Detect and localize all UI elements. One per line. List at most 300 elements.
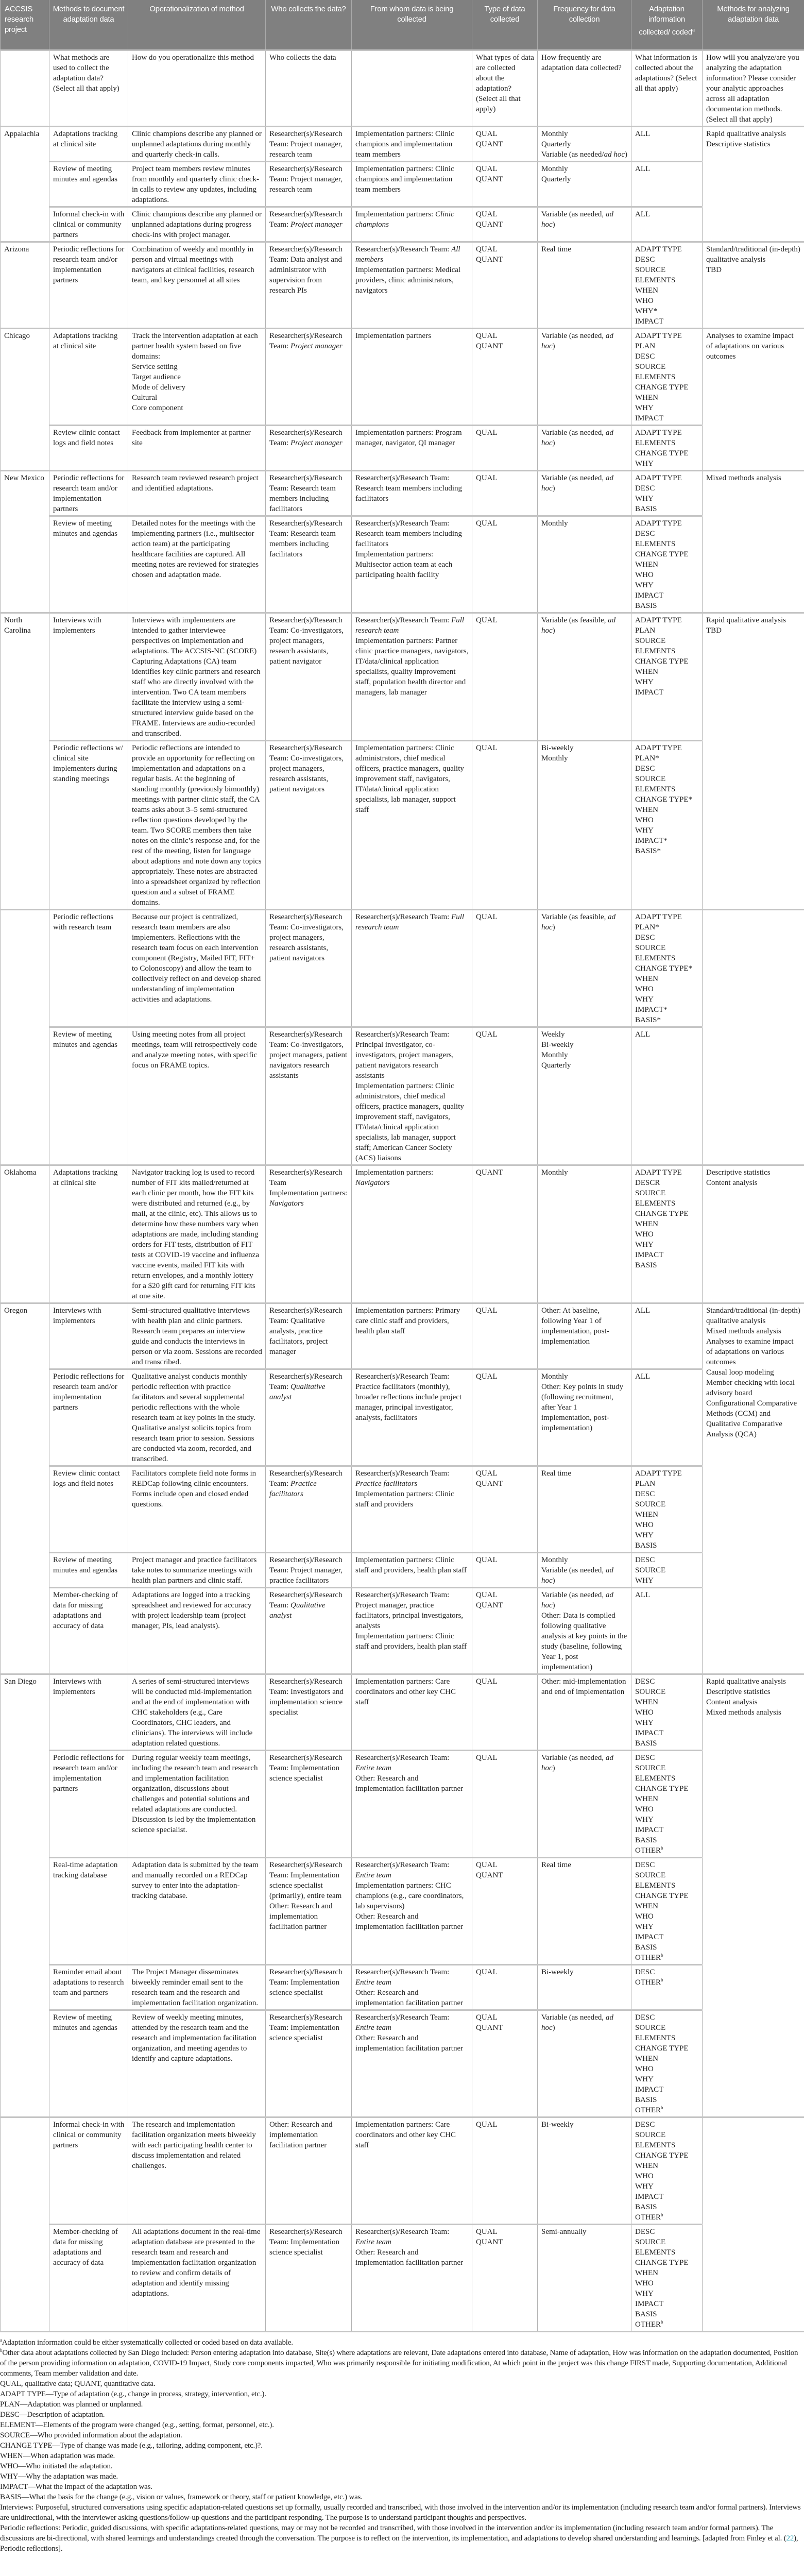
italic-text: Full research team	[355, 616, 465, 635]
cell-line	[269, 331, 348, 351]
cell-line: ELEMENTS	[635, 276, 676, 284]
cell-line: QUAL	[476, 519, 498, 528]
data-source-cell	[352, 242, 472, 329]
column-header-operationalization	[128, 0, 266, 50]
frequency-cell	[538, 242, 631, 329]
cell-line	[541, 149, 628, 160]
text: Implementation partners:	[355, 210, 435, 218]
info-coded-cell	[631, 329, 703, 426]
cell-line: QUAL	[476, 2121, 498, 2129]
text: Researcher(s)/Research Team:	[355, 1968, 450, 1976]
table-footnotes	[0, 2332, 804, 2554]
cell-line: Researcher(s)/Research Team: Research team members including facilitators	[269, 519, 343, 558]
column-header-frequency	[538, 0, 631, 50]
cell-line	[541, 1565, 628, 1586]
cell-line: Review of weekly meeting minutes, attended by the research team and the research and implementation facilitation organization, and meeting agendas to identify and capture adaptations.	[132, 2013, 256, 2063]
cell-line: PLAN	[635, 626, 656, 635]
analysis-methods-cell	[703, 242, 804, 329]
italic-text: Navigators	[269, 1199, 304, 1208]
guide-cell-analysis: How will you analyze/are you analyzing the adaptation information? Please consider your analytic approaches across all adaptation documentation methods. (Select all that apply)	[703, 50, 804, 127]
method-cell: Periodic reflections for research team and/or implementation partners	[49, 242, 128, 329]
text: Researcher(s)/Research Team:	[269, 210, 343, 229]
collector-cell	[266, 1303, 352, 1369]
method-cell: Review clinic contact logs and field notes	[49, 1466, 128, 1553]
cell-line: BASIS	[635, 1836, 657, 1844]
text: Researcher(s)/Research Team:	[269, 1591, 343, 1609]
method-cell: Review clinic contact logs and field notes	[49, 426, 128, 471]
cell-line	[355, 209, 469, 230]
cell-line: QUAL	[476, 165, 498, 173]
cell-line: Using meeting notes from all project meetings, team will retrospectively code and analyze meeting notes, with specific focus on FRAME topics.	[132, 1030, 258, 1070]
text: Variable (as feasible,	[541, 616, 608, 624]
cell-line: Standard/traditional (in-depth) qualitative analysis	[706, 245, 800, 264]
method-cell: Periodic reflections w/ clinical site implementers during standing meetings	[49, 741, 128, 910]
cell-line: Implementation partners: Clinic staff and providers, health plan staff	[355, 1632, 467, 1651]
info-coded-cell	[631, 1674, 703, 1751]
cell-line: SOURCE	[635, 1189, 666, 1197]
italic-text: ad hoc	[541, 1754, 613, 1772]
cell-line: Other: mid-implementation and end of implementation	[541, 1677, 626, 1696]
cell-line: Real time	[541, 245, 571, 253]
cell-line: SOURCE	[635, 1764, 666, 1772]
data-source-cell	[352, 1858, 472, 1965]
cell-line: QUANT	[476, 1480, 503, 1488]
cell-line: Implementation partners: Care coordinators and other key CHC staff	[355, 2121, 456, 2149]
cell-line	[541, 209, 628, 230]
cell-line	[355, 1967, 469, 1988]
method-cell: Periodic reflections for research team and/or implementation partners	[49, 1369, 128, 1466]
operationalization-cell	[128, 471, 266, 516]
cell-line: Cultural	[132, 394, 158, 402]
data-source-cell	[352, 127, 472, 162]
analysis-methods-cell	[703, 1674, 804, 2117]
cell-line: Configurational Comparative Methods (CCM) and Qualitative Comparative Analysis (QCA)	[706, 1399, 797, 1438]
cell-line: Other: Research and implementation facilitation partner	[355, 1774, 464, 1793]
italic-text: ad hoc	[541, 913, 616, 931]
data-type-cell	[472, 516, 538, 613]
italic-text: Project manager	[290, 342, 343, 350]
cell-line: Research team reviewed research project and identified adaptations.	[132, 474, 259, 493]
italic-text: ad hoc	[541, 616, 616, 635]
text: OTHER	[635, 2106, 661, 2114]
data-source-cell	[352, 741, 472, 910]
data-source-cell	[352, 613, 472, 741]
cell-line	[541, 1590, 628, 1611]
table-row	[1, 242, 804, 329]
cell-line: Researcher(s)/Research Team: Co-investigators, project managers, research assistants, patient navigators	[269, 744, 344, 793]
cell-line: CHANGE TYPE	[635, 1785, 689, 1793]
cell-line: PLAN	[635, 1480, 656, 1488]
info-coded-cell	[631, 1858, 703, 1965]
cell-line	[269, 209, 348, 230]
cell-line: IMPACT	[635, 2086, 664, 2094]
cell-line: DESC	[635, 765, 655, 773]
text: Variable (as needed,	[541, 210, 606, 218]
cell-line: BASIS	[635, 1541, 657, 1550]
cell-line: CHANGE TYPE	[635, 550, 689, 558]
cell-line	[355, 244, 469, 265]
cell-line: DESC	[635, 1677, 655, 1686]
cell-line: Content analysis	[706, 1179, 758, 1187]
project-name: Arizona	[1, 242, 49, 329]
data-type-cell	[472, 1858, 538, 1965]
cell-line: Implementation partners: Clinic champions and implementation team members	[355, 165, 454, 194]
project-name	[1, 910, 49, 1165]
project-name: Oregon	[1, 1303, 49, 1674]
cell-line: ELEMENTS	[635, 2248, 676, 2257]
cell-line: Implementation partners: Clinic staff and providers, health plan staff	[355, 1556, 467, 1574]
frequency-cell	[538, 1369, 631, 1466]
cell-line: QUANT	[476, 140, 503, 148]
collector-cell	[266, 242, 352, 329]
collector-cell	[266, 207, 352, 242]
method-cell: Member-checking of data for missing adaptations and accuracy of data	[49, 1588, 128, 1674]
frequency-cell	[538, 329, 631, 426]
cell-line: WHY	[635, 2075, 654, 2083]
text: ADAPT TYPE—Type of adaptation (e.g., change in process, strategy, intervention, etc.).	[0, 2390, 266, 2398]
cell-line: BASIS*	[635, 1016, 661, 1024]
cell-line: QUAL	[476, 474, 498, 482]
method-cell: Review of meeting minutes and agendas	[49, 162, 128, 207]
table-row	[1, 1303, 804, 1369]
cell-line: Monthly	[541, 1372, 568, 1381]
guide-questions-row	[1, 50, 804, 127]
cell-line: WHO	[635, 2279, 654, 2287]
frequency-cell	[538, 910, 631, 1027]
cell-line: Weekly	[541, 1030, 565, 1039]
info-coded-cell	[631, 1369, 703, 1466]
text: )	[552, 626, 555, 635]
data-source-cell	[352, 910, 472, 1027]
cell-line: WHY	[635, 2182, 654, 2191]
text: )	[552, 1601, 555, 1609]
info-coded-cell	[631, 1965, 703, 2010]
cell-line: DESCR	[635, 1179, 660, 1187]
cell-line: IMPACT	[635, 2193, 664, 2201]
cell-line: Feedback from implementer at partner site	[132, 429, 251, 447]
cell-line: WHEN	[635, 1511, 658, 1519]
cell-line: WHEN	[635, 975, 658, 983]
italic-text: ad hoc	[541, 474, 613, 493]
header-label: Adaptation information collected/ coded	[639, 5, 692, 37]
cell-line: QUANT	[476, 1871, 503, 1879]
frequency-cell	[538, 2225, 631, 2332]
table-row	[1, 1369, 804, 1466]
text: Researcher(s)/Research Team:	[269, 1372, 343, 1391]
text: Other data about adaptations collected by San Diego included: Person entering adaptation into database, Site(s) where adaptations are relevant, Date adaptations entered into database, Name of adaptation, How was information on the adaptation documented, Position of the person providing information on adaptation, COVID-19 Impact, Study core components impacted, Who was primarily responsible for initiating modification, At which point in the project was this change FIRST made, Supporting documentation, Additional comments, Team member validation and date.	[0, 2349, 798, 2378]
data-source-cell	[352, 2117, 472, 2225]
project-name: North Carolina	[1, 613, 49, 910]
cell-line: Semi-structured qualitative interviews with health plan and clinic partners. Research team prepares an interview guide and conducts the interviews in person or via zoom. Sessions are recorded and transcribed.	[132, 1307, 262, 1366]
collector-cell	[266, 329, 352, 426]
reference-link[interactable]: 22	[786, 2534, 794, 2543]
method-cell: Periodic reflections for research team and/or implementation partners	[49, 1751, 128, 1858]
info-coded-cell	[631, 516, 703, 613]
data-type-cell	[472, 1466, 538, 1553]
cell-line: Researcher(s)/Research Team: Implementation science specialist	[269, 2228, 343, 2257]
text: Variable (as needed,	[541, 1754, 606, 1762]
data-source-cell	[352, 426, 472, 471]
cell-line: Implementation partners: Clinic administrators, chief medical officers, practice managers, quality improvement staff, navigators, IT/data/clinical application specialists, lab manager, support staff	[355, 744, 464, 814]
text: )	[552, 2024, 555, 2032]
info-coded-cell	[631, 1553, 703, 1588]
cell-line: Navigator tracking log is used to record number of FIT kits mailed/returned at each clinic per month, how the FIT kits were distributed and returned (e.g., by mail, at the clinic, etc). This allows us to determine how these numbers vary when adaptations are made, including standing orders for FIT tests, distribution of FIT tests at COVID-19 vaccine and influenza vaccine events, mailed FIT kits with return envelopes, and a monthly lottery for a $20 gift card for returning FIT kits at one site.	[132, 1168, 259, 1300]
info-coded-cell	[631, 1751, 703, 1858]
cell-line: Researcher(s)/Research Team: Project manager, research team	[269, 130, 343, 159]
table-row	[1, 741, 804, 910]
text: )	[552, 484, 555, 493]
operationalization-cell	[128, 1553, 266, 1588]
cell-line: ELEMENTS	[635, 439, 676, 447]
guide-cell-method: What methods are used to collect the adaptation data? (Select all that apply)	[49, 50, 128, 127]
cell-line: Service setting	[132, 363, 178, 371]
cell-line: CHANGE TYPE	[635, 1892, 689, 1900]
table-row	[1, 207, 804, 242]
cell-line: WHEN	[635, 1698, 658, 1706]
collector-cell	[266, 1674, 352, 1751]
analysis-methods-cell	[703, 613, 804, 910]
cell-line: Researcher(s)/Research Team: Research team members including facilitators	[355, 474, 463, 503]
cell-line: Implementation partners: Primary care clinic staff and providers, health plan staff	[355, 1307, 460, 1335]
data-type-cell	[472, 741, 538, 910]
cell-line: WHY	[635, 995, 654, 1004]
italic-text: Entire team	[355, 1871, 391, 1879]
cell-line	[635, 1953, 699, 1963]
cell-line	[269, 1468, 348, 1499]
info-coded-cell	[631, 1466, 703, 1553]
cell-line: Quarterly	[541, 1061, 571, 1070]
collector-cell	[266, 1751, 352, 1858]
cell-line: ELEMENTS	[635, 2034, 676, 2042]
header-label: Methods to document adaptation data	[53, 5, 125, 24]
frequency-cell	[538, 127, 631, 162]
text: )	[552, 1577, 555, 1585]
footnote-marker: b	[0, 2348, 3, 2353]
frequency-cell	[538, 1553, 631, 1588]
cell-line: Mixed methods analysis	[706, 1708, 781, 1717]
table-row	[1, 2010, 804, 2117]
cell-line: BASIS	[635, 1261, 657, 1269]
cell-line	[541, 331, 628, 351]
italic-text: Entire team	[355, 1764, 391, 1772]
data-source-cell	[352, 1588, 472, 1674]
footnote	[0, 2492, 804, 2502]
cell-line: Implementation partners: Partner clinic practice managers, navigators, IT/data/clinical application specialists, quality improvement staff, population health director and managers, lab manager	[355, 637, 469, 697]
text: Variable (as needed,	[541, 2013, 606, 2022]
italic-text: Project manager	[290, 221, 343, 229]
cell-line: Implementation partners: Program manager, navigator, QI manager	[355, 429, 462, 447]
cell-line: WHY	[635, 495, 654, 503]
cell-line: Interviews with implementers are intended to gather interviewee perspectives on implementation and adaptations. The ACCSIS-NC (SCORE) Capturing Adaptations (CA) team identifies key clinic partners and research staff who are directly involved with the intervention. Two CA team members facilitate the interview using a semi-structured interview guide based on the FRAME. Interviews are audio-recorded and transcribed.	[132, 616, 261, 738]
cell-line: QUAL	[476, 2013, 498, 2022]
cell-line: Researcher(s)/Research Team: Principal investigator, co-investigators, project managers, patient navigators research assistants	[355, 1030, 454, 1080]
text: ELEMENT—Elements of the program were changed (e.g., setting, format, personnel, etc.).	[0, 2421, 274, 2429]
operationalization-cell	[128, 1674, 266, 1751]
cell-line: QUAL	[476, 210, 498, 218]
cell-line	[635, 2212, 699, 2223]
cell-line	[635, 1977, 699, 1988]
collector-cell	[266, 162, 352, 207]
cell-line: WHY	[635, 1241, 654, 1249]
italic-text: Qualitative analyst	[269, 1383, 326, 1401]
cell-line: Other: Research and implementation facilitation partner	[355, 1912, 464, 1931]
cell-line: Implementation partners	[355, 332, 432, 340]
data-source-cell	[352, 1027, 472, 1165]
text: WHY—Why the adaptation was made.	[0, 2472, 118, 2481]
cell-line: Researcher(s)/Research Team: Project manager, practice facilitators, principal investigators, analysts	[355, 1591, 464, 1630]
text: Interviews: Purposeful, structured conversations using specific adaptation-related questions set up formally, usually recorded and transcribed, with those involved in the intervention and/or its implementation (including research team and/or formal partners). Interviews are unidirectional, with the interviewer asking questions/follow-up questions and the participant responding. The purpose is to understand participant thoughts and perspectives.	[0, 2503, 801, 2522]
analysis-methods-cell	[703, 1303, 804, 1674]
cell-line: ALL	[635, 165, 651, 173]
cell-line: Adaptations are logged into a tracking spreadsheet and reviewed for accuracy with project leadership team (project manager, PIs, lead analysts).	[132, 1591, 252, 1630]
method-cell: Interviews with implementers	[49, 1674, 128, 1751]
data-type-cell	[472, 471, 538, 516]
table-row	[1, 1588, 804, 1674]
text: WHEN—When adaptation was made.	[0, 2452, 115, 2460]
table-row	[1, 1965, 804, 2010]
cell-line: Mode of delivery	[132, 383, 186, 392]
collector-cell	[266, 426, 352, 471]
cell-line	[541, 615, 628, 636]
text: Variable (as needed/	[541, 150, 604, 159]
guide-cell-collector: Who collects the data	[266, 50, 352, 127]
method-cell: Reminder email about adaptations to research team and partners	[49, 1965, 128, 2010]
cell-line: Researcher(s)/Research Team: Co-investigators, project managers, patient navigators research assistants	[269, 1030, 348, 1080]
table-header-row	[1, 0, 804, 50]
text: )	[552, 1764, 555, 1772]
cell-line: ELEMENTS	[635, 954, 676, 962]
data-type-cell	[472, 910, 538, 1027]
cell-line	[541, 473, 628, 494]
frequency-cell	[538, 1165, 631, 1303]
info-coded-cell	[631, 741, 703, 910]
cell-line: QUAL	[476, 1677, 498, 1686]
operationalization-cell	[128, 162, 266, 207]
cell-line: The research and implementation facilitation organization meets biweekly with each participating health center to discuss implementation and related challenges.	[132, 2121, 256, 2170]
footnote	[0, 2502, 804, 2523]
cell-line: Track the intervention adaptation at each partner health system based on five domains:	[132, 332, 258, 361]
data-type-cell	[472, 1303, 538, 1369]
text: Variable (as needed,	[541, 1591, 606, 1599]
header-label: Frequency for data collection	[553, 5, 615, 24]
cell-line: WHO	[635, 1521, 654, 1529]
guide-cell-data-type: What types of data are collected about the adaptation? (Select all that apply)	[472, 50, 538, 127]
data-type-cell	[472, 2117, 538, 2225]
cell-line: SOURCE	[635, 2131, 666, 2139]
operationalization-cell	[128, 426, 266, 471]
cell-line: Other: At baseline, following Year 1 of implementation, post-implementation	[541, 1307, 609, 1346]
header-label: Type of data collected	[484, 5, 525, 24]
table-row	[1, 329, 804, 426]
cell-line: ELEMENTS	[635, 1774, 676, 1783]
cell-line: A series of semi-structured interviews will be conducted mid-implementation and at the end of implementation with CHC stakeholders (e.g., Care Coordinators, CHC leaders, and clinicians). The interviews will include adaptation related questions.	[132, 1677, 253, 1748]
cell-line: IMPACT	[635, 1933, 664, 1941]
method-cell: Review of meeting minutes and agendas	[49, 516, 128, 613]
cell-line: ELEMENTS	[635, 1882, 676, 1890]
cell-line: IMPACT	[635, 414, 664, 422]
cell-line: Clinic champions describe any planned or unplanned adaptations during progress check-ins with project manager.	[132, 210, 262, 239]
cell-line: Bi-weekly	[541, 744, 574, 752]
method-cell: Informal check-in with clinical or community partners	[49, 2117, 128, 2225]
cell-line: Project manager and practice facilitators take notes to summarize meetings with health plan partners and clinic staff.	[132, 1556, 257, 1585]
text: Variable (as needed,	[541, 474, 606, 482]
collector-cell	[266, 1858, 352, 1965]
cell-line: The Project Manager disseminates biweekly reminder email sent to the research team and the research and implementation facilitation organization.	[132, 1968, 259, 2007]
text: DESC—Description of adaptation.	[0, 2411, 105, 2419]
frequency-cell	[538, 2010, 631, 2117]
cell-line: WHEN	[635, 286, 658, 295]
method-cell: Periodic reflections with research team	[49, 910, 128, 1027]
cell-line: DESC	[635, 2228, 655, 2236]
cell-line: WHY	[635, 1577, 654, 1585]
operationalization-cell	[128, 613, 266, 741]
cell-line: Mixed methods analysis	[706, 474, 781, 482]
data-type-cell	[472, 1965, 538, 2010]
cell-line: Semi-annually	[541, 2228, 587, 2236]
text: WHO—Who initiated the adaptation.	[0, 2462, 113, 2470]
cell-line: WHEN	[635, 2269, 658, 2277]
cell-line: BASIS	[635, 602, 657, 610]
cell-line: QUAL	[476, 1591, 498, 1599]
text: )	[552, 221, 555, 229]
cell-line: QUANT	[476, 175, 503, 183]
footnote	[0, 2420, 804, 2430]
cell-line: IMPACT*	[635, 837, 668, 845]
text: BASIS—What the basis for the change (e.g., vision or values, framework or theory, staff or patient knowledge, etc.) was.	[0, 2493, 363, 2501]
footnote	[0, 2410, 804, 2420]
cell-line: Bi-weekly	[541, 1968, 574, 1976]
cell-line: QUANT	[476, 1601, 503, 1609]
cell-line: Researcher(s)/Research Team: Project manager, practice facilitators	[269, 1556, 343, 1585]
cell-line	[635, 2319, 699, 2330]
cell-line: Mixed methods analysis	[706, 1327, 781, 1335]
cell-line: QUAL	[476, 1372, 498, 1381]
cell-line: QUAL	[476, 1030, 498, 1039]
text: CHANGE TYPE—Type of change was made (e.g., tailoring, adding component, etc.)?.	[0, 2442, 263, 2450]
text: QUAL, qualitative data; QUANT, quantitative data.	[0, 2380, 156, 2388]
cell-line: Because our project is centralized, research team members are also implementers. Reflections with the research team focus on each intervention component (Registry, Mailed FIT, FIT+ to Colonoscopy) and allow the team to collectively reflect on and develop shared understanding of implementation activities and adaptations.	[132, 913, 261, 1004]
cell-line: WHEN	[635, 806, 658, 814]
info-coded-cell	[631, 471, 703, 516]
cell-line: Analyses to examine impact of adaptations on various outcomes	[706, 1337, 794, 1366]
italic-text: ad hoc	[541, 210, 613, 229]
data-type-cell	[472, 613, 538, 741]
info-coded-cell	[631, 910, 703, 1027]
text: Researcher(s)/Research Team:	[355, 245, 452, 253]
frequency-cell	[538, 1858, 631, 1965]
cell-line	[355, 1468, 469, 1489]
footnote	[0, 2523, 804, 2554]
frequency-cell	[538, 426, 631, 471]
guide-cell-data-source	[352, 50, 472, 127]
text: Variable (as needed,	[541, 429, 606, 437]
guide-cell-frequency: How frequently are adaptation data collected?	[538, 50, 631, 127]
cell-line: QUAL	[476, 130, 498, 138]
frequency-cell	[538, 516, 631, 613]
data-source-cell	[352, 162, 472, 207]
cell-line: WHY	[635, 1923, 654, 1931]
cell-line: Real time	[541, 1861, 571, 1869]
cell-line: CHANGE TYPE*	[635, 964, 692, 973]
text: )	[552, 923, 555, 931]
cell-line: Rapid qualitative analysis	[706, 130, 786, 138]
italic-text: Navigators	[355, 1179, 390, 1187]
header-label: Operationalization of method	[149, 5, 244, 13]
cell-line	[355, 615, 469, 636]
cell-line: ALL	[635, 1372, 651, 1381]
table-row	[1, 1027, 804, 1165]
cell-line: Researcher(s)/Research Team: Investigators and implementation science specialist	[269, 1677, 344, 1717]
